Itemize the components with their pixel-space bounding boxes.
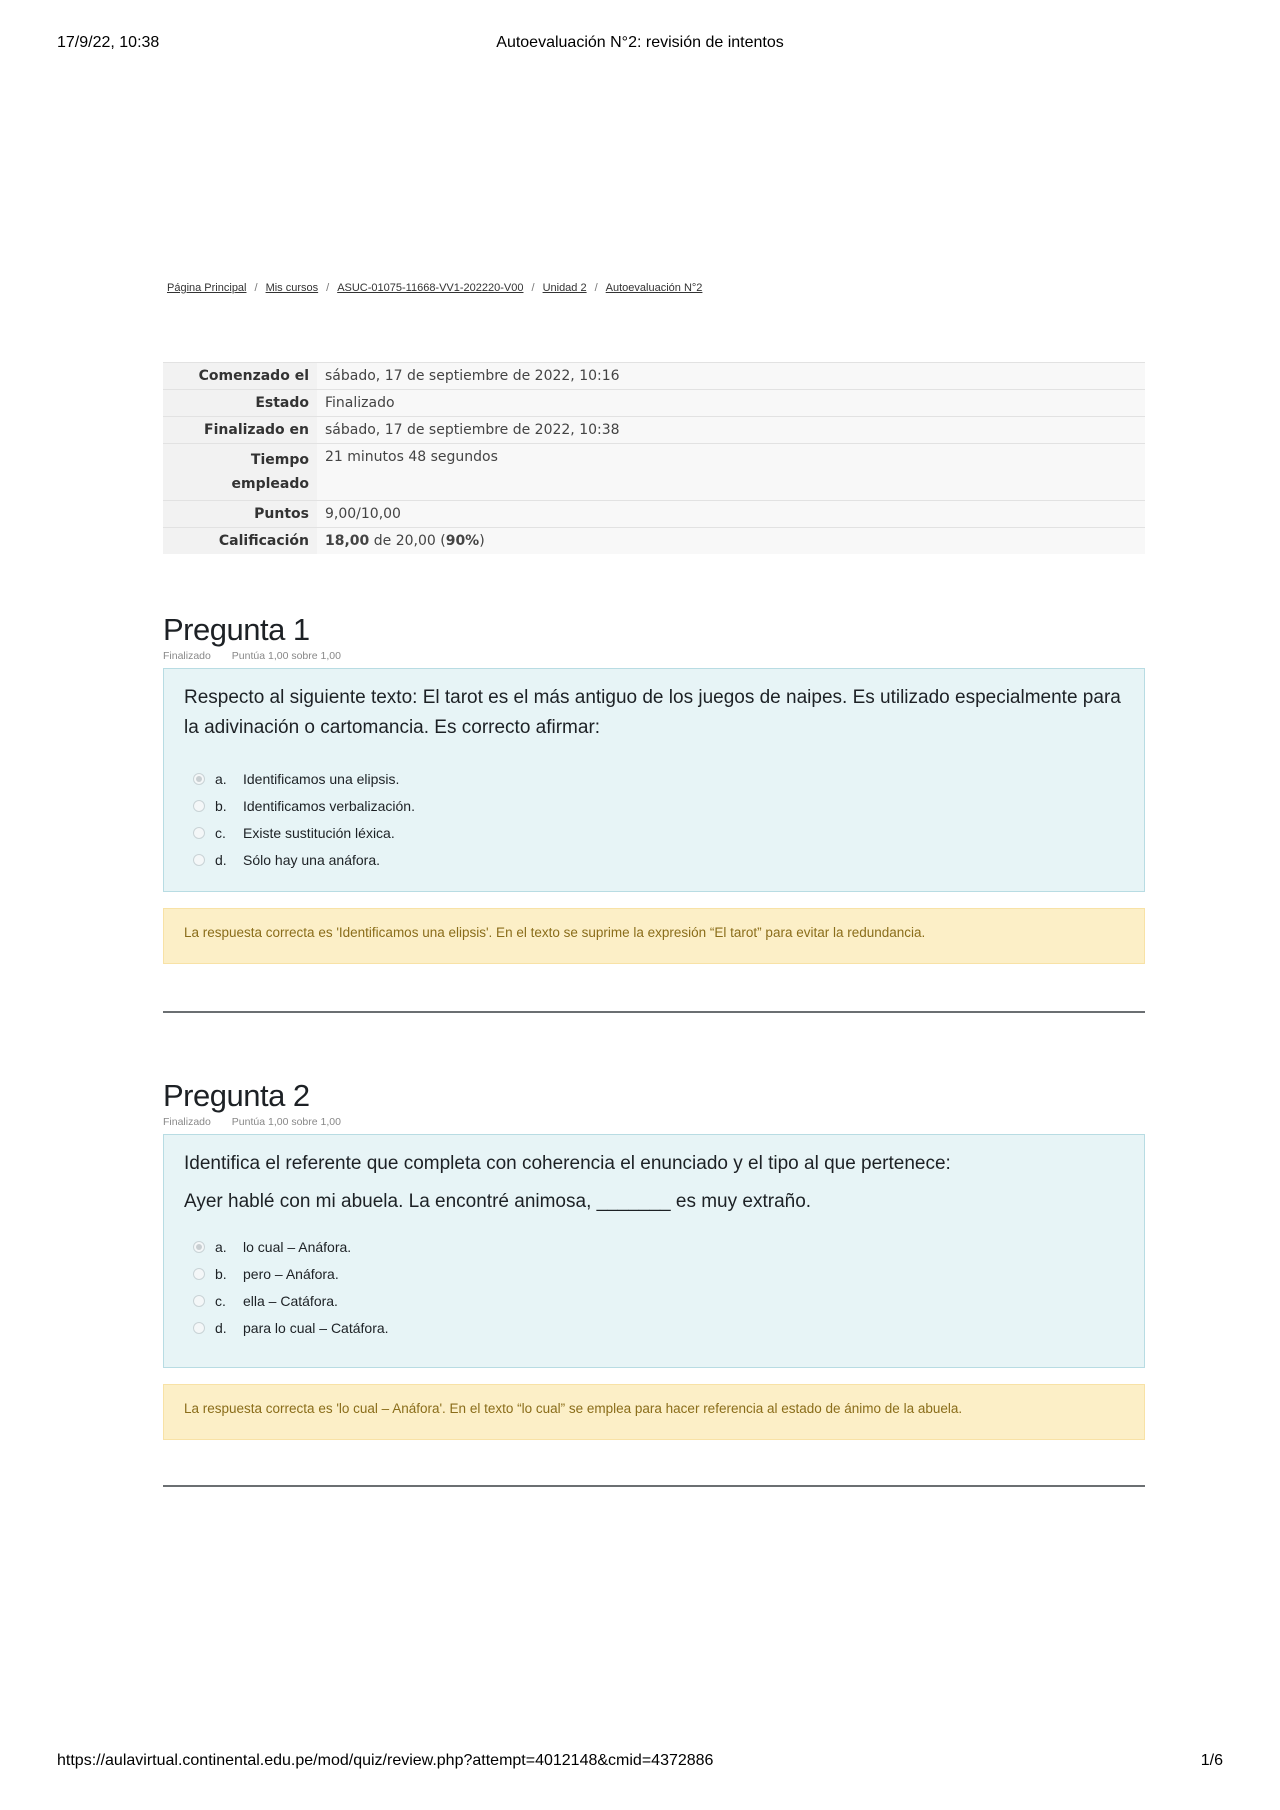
- grade-value: [317, 528, 1145, 555]
- attempt-summary-table: [163, 362, 1145, 554]
- radio-icon[interactable]: [193, 827, 205, 839]
- radio-selected-icon[interactable]: [193, 1241, 205, 1253]
- answer-option[interactable]: [184, 819, 1124, 846]
- answer-option[interactable]: [184, 1314, 1124, 1341]
- summary-row: [163, 528, 1145, 555]
- answer-option[interactable]: [184, 1233, 1124, 1260]
- answer-letter: d.: [215, 1319, 227, 1336]
- summary-row: [163, 417, 1145, 444]
- summary-value: Finalizado: [317, 390, 1145, 417]
- summary-label: Tiempo empleado: [163, 444, 317, 501]
- answer-letter: c.: [215, 824, 226, 841]
- question-text: Identifica el referente que completa con coherencia el enunciado y el tipo al que pertenece:: [184, 1153, 951, 1174]
- summary-value: sábado, 17 de septiembre de 2022, 10:38: [317, 417, 1145, 444]
- radio-icon[interactable]: [193, 1268, 205, 1280]
- answer-option[interactable]: [184, 1287, 1124, 1314]
- answer-text: Identificamos una elipsis.: [243, 770, 400, 787]
- grade-number: 18,00: [325, 533, 370, 549]
- answer-text: Existe sustitución léxica.: [243, 824, 395, 841]
- answer-letter: b.: [215, 797, 227, 814]
- summary-label: Finalizado en: [163, 417, 317, 444]
- summary-value: sábado, 17 de septiembre de 2022, 10:16: [317, 363, 1145, 390]
- summary-label: Comenzado el: [163, 363, 317, 390]
- answer-option[interactable]: [184, 1260, 1124, 1287]
- radio-icon[interactable]: [193, 854, 205, 866]
- answer-letter: a.: [215, 770, 227, 787]
- print-title: Autoevaluación N°2: revisión de intentos: [496, 34, 784, 51]
- print-page-number: 1/6: [1200, 1752, 1223, 1769]
- summary-row: [163, 390, 1145, 417]
- question-title: Pregunta 2: [163, 1078, 310, 1113]
- question-score: Puntúa 1,00 sobre 1,00: [231, 650, 341, 662]
- answer-text: Sólo hay una anáfora.: [243, 851, 380, 868]
- breadcrumb-my-courses-link[interactable]: Mis cursos: [265, 282, 319, 294]
- breadcrumb-quiz-link[interactable]: Autoevaluación N°2: [605, 282, 703, 294]
- answer-letter: a.: [215, 1238, 227, 1255]
- answer-text: lo cual – Anáfora.: [243, 1238, 352, 1255]
- answer-letter: c.: [215, 1292, 226, 1309]
- summary-row: [163, 363, 1145, 390]
- summary-row: [163, 444, 1145, 501]
- summary-value: 9,00/10,00: [317, 501, 1145, 528]
- summary-label: Estado: [163, 390, 317, 417]
- breadcrumb: Página Principal / Mis cursos / ASUC-01075-11668-VV1-202220-V00 / Unidad 2 / Autoevaluación N°2: [167, 282, 703, 294]
- summary-label: Puntos: [163, 501, 317, 528]
- question-divider: [163, 1011, 1145, 1013]
- print-header: [57, 34, 1223, 56]
- answer-list: [184, 765, 1124, 873]
- question-1: [163, 612, 1145, 964]
- radio-icon[interactable]: [193, 800, 205, 812]
- answer-text: Identificamos verbalización.: [243, 797, 415, 814]
- grade-of-text: de 20,00 (: [373, 533, 446, 549]
- question-box: [163, 1134, 1145, 1368]
- grade-close: ): [479, 533, 485, 549]
- answer-text: pero – Anáfora.: [243, 1265, 339, 1282]
- radio-icon[interactable]: [193, 1295, 205, 1307]
- correct-answer-feedback: La respuesta correcta es 'Identificamos una elipsis'. En el texto se suprime la expresión “El tarot” para evitar la redundancia.: [163, 908, 1145, 964]
- question-sentence: Ayer hablé con mi abuela. La encontré animosa, _______ es muy extraño.: [184, 1191, 812, 1212]
- correct-answer-feedback: La respuesta correcta es 'lo cual – Anáfora'. En el texto “lo cual” se emplea para hacer referencia al estado de ánimo de la abuela.: [163, 1384, 1145, 1440]
- breadcrumb-unit-link[interactable]: Unidad 2: [542, 282, 587, 294]
- summary-label: Calificación: [163, 528, 317, 555]
- print-url: https://aulavirtual.continental.edu.pe/mod/quiz/review.php?attempt=4012148&cmid=4372886: [57, 1752, 714, 1769]
- question-title: Pregunta 1: [163, 612, 310, 647]
- grade-percent: 90%: [445, 533, 480, 549]
- question-meta: [163, 1116, 1145, 1128]
- answer-option[interactable]: [184, 792, 1124, 819]
- summary-row: [163, 501, 1145, 528]
- answer-option[interactable]: [184, 846, 1124, 873]
- question-score: Puntúa 1,00 sobre 1,00: [231, 1116, 341, 1128]
- answer-text: ella – Catáfora.: [243, 1292, 338, 1309]
- question-text: Respecto al siguiente texto: El tarot es el más antiguo de los juegos de naipes. Es utilizado especialmente para la adivinación o cartomancia. Es correcto afirmar:: [184, 687, 1121, 738]
- radio-selected-icon[interactable]: [193, 773, 205, 785]
- question-divider: [163, 1485, 1145, 1487]
- answer-text: para lo cual – Catáfora.: [243, 1319, 389, 1336]
- question-state: Finalizado: [163, 1116, 211, 1128]
- answer-list: [184, 1233, 1124, 1341]
- answer-option[interactable]: [184, 765, 1124, 792]
- radio-icon[interactable]: [193, 1322, 205, 1334]
- question-box: [163, 668, 1145, 892]
- summary-value: 21 minutos 48 segundos: [317, 444, 1145, 501]
- question-state: Finalizado: [163, 650, 211, 662]
- print-footer: [57, 1752, 1223, 1774]
- print-datetime: 17/9/22, 10:38: [57, 34, 160, 51]
- breadcrumb-home-link[interactable]: Página Principal: [167, 282, 247, 294]
- answer-letter: d.: [215, 851, 227, 868]
- question-meta: [163, 650, 1145, 662]
- answer-letter: b.: [215, 1265, 227, 1282]
- question-2: [163, 1078, 1145, 1440]
- breadcrumb-course-link[interactable]: ASUC-01075-11668-VV1-202220-V00: [337, 282, 524, 294]
